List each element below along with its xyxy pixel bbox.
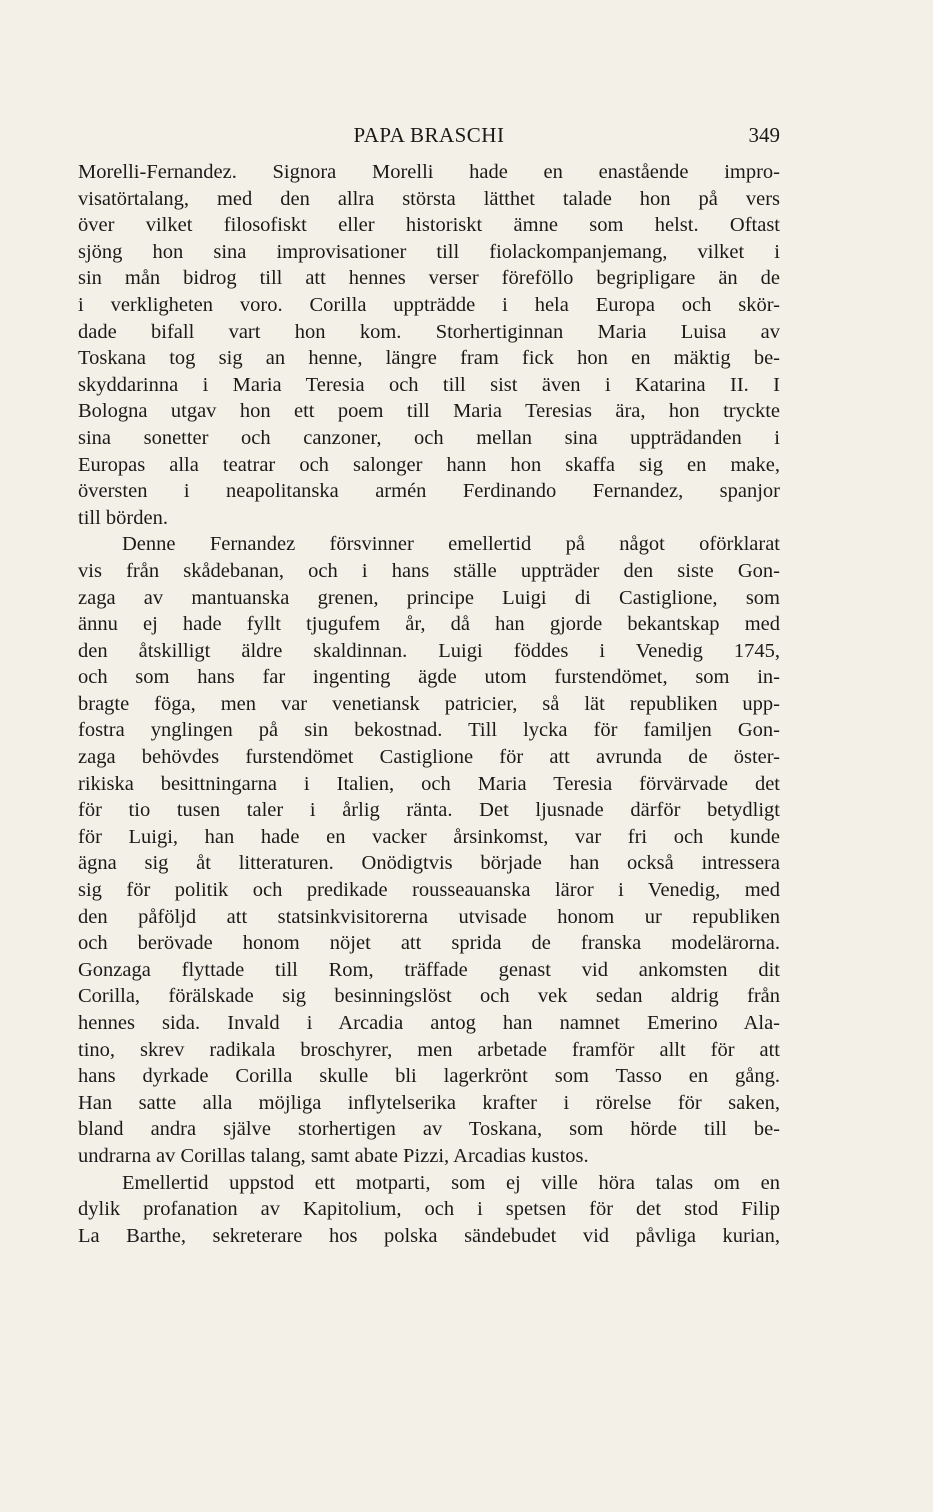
text-line: ännu ej hade fyllt tjugufem år, då han gjorde bekantskap med (78, 613, 780, 636)
paragraph (78, 159, 780, 531)
page-number: 349 (748, 123, 780, 147)
text-line: den påföljd att statsinkvisitorerna utvisade honom ur republiken (78, 905, 780, 928)
text-line: bragte föga, men var venetiansk patricier, så lät republiken upp- (78, 692, 780, 715)
text-line: zaga av mantuanska grenen, principe Luigi di Castiglione, som (78, 586, 780, 609)
text-line: Europas alla teatrar och salonger hann hon skaffa sig en make, (78, 453, 780, 476)
text-line: och berövade honom nöjet att sprida de franska modelärorna. (78, 932, 780, 955)
text-line: hans dyrkade Corilla skulle bli lagerkrönt som Tasso en gång. (78, 1065, 780, 1088)
text-line: över vilket filosofiskt eller historiskt ämne som helst. Oftast (78, 214, 780, 237)
text-line: i verkligheten voro. Corilla uppträdde i hela Europa och skör- (78, 293, 780, 316)
running-head (78, 120, 780, 150)
body-text (78, 159, 780, 1249)
text-line: undrarna av Corillas talang, samt abate Pizzi, Arcadias kustos. (78, 1144, 589, 1167)
text-line: La Barthe, sekreterare hos polska sändebudet vid påvliga kurian, (78, 1224, 780, 1247)
text-line: Bologna utgav hon ett poem till Maria Teresias ära, hon tryckte (78, 400, 780, 423)
paragraph (78, 1170, 780, 1250)
text-line: visatörtalang, med den allra största lätthet talade hon på vers (78, 187, 780, 210)
text-line: för Luigi, han hade en vacker årsinkomst, var fri och kunde (78, 825, 780, 848)
text-line: Toskana tog sig an henne, längre fram fick hon en mäktig be- (78, 347, 780, 370)
text-line: Emellertid uppstod ett motparti, som ej ville höra talas om en (122, 1171, 780, 1194)
text-line: den åtskilligt äldre skaldinnan. Luigi föddes i Venedig 1745, (78, 639, 780, 662)
text-line: Gonzaga flyttade till Rom, träffade genast vid ankomsten dit (78, 958, 780, 981)
running-title: PAPA BRASCHI (353, 123, 505, 147)
text-line: Morelli-Fernandez. Signora Morelli hade en enastående impro- (78, 161, 780, 183)
text-line: för tio tusen taler i årlig ränta. Det ljusnade därför betydligt (78, 799, 780, 822)
text-line: sin mån bidrog till att hennes verser föreföllo begripligare än de (78, 267, 780, 290)
text-line: Denne Fernandez försvinner emellertid på något oförklarat (122, 533, 780, 556)
text-line: sjöng hon sina improvisationer till fiolackompanjemang, vilket i (78, 240, 780, 263)
text-line: sina sonetter och canzoner, och mellan sina uppträdanden i (78, 426, 780, 449)
text-line: tino, skrev radikala broschyrer, men arbetade framför allt för att (78, 1038, 780, 1061)
text-line: översten i neapolitanska armén Ferdinando Fernandez, spanjor (78, 480, 780, 503)
text-line: Corilla, förälskade sig besinningslöst och vek sedan aldrig från (78, 985, 780, 1008)
text-line: Han satte alla möjliga inflytelserika krafter i rörelse för saken, (78, 1091, 780, 1114)
text-line: rikiska besittningarna i Italien, och Maria Teresia förvärvade det (78, 772, 780, 795)
text-line: fostra ynglingen på sin bekostnad. Till lycka för familjen Gon- (78, 719, 780, 742)
text-line: zaga behövdes furstendömet Castiglione för att avrunda de öster- (78, 746, 780, 769)
paragraph (78, 531, 780, 1169)
text-line: och som hans far ingenting ägde utom furstendömet, som in- (78, 666, 780, 689)
text-line: hennes sida. Invald i Arcadia antog han namnet Emerino Ala- (78, 1012, 780, 1034)
text-line: sig för politik och predikade rousseauanska läror i Venedig, med (78, 879, 780, 902)
text-line: dylik profanation av Kapitolium, och i spetsen för det stod Filip (78, 1198, 780, 1221)
text-line: bland andra själve storhertigen av Toskana, som hörde till be- (78, 1118, 780, 1141)
text-line: till börden. (78, 506, 168, 529)
text-line: dade bifall vart hon kom. Storhertiginnan Maria Luisa av (78, 320, 780, 343)
text-line: skyddarinna i Maria Teresia och till sist även i Katarina II. I (78, 373, 780, 396)
text-line: vis från skådebanan, och i hans ställe uppträder den siste Gon- (78, 559, 780, 582)
text-line: ägna sig åt litteraturen. Onödigtvis började han också intressera (78, 852, 780, 875)
